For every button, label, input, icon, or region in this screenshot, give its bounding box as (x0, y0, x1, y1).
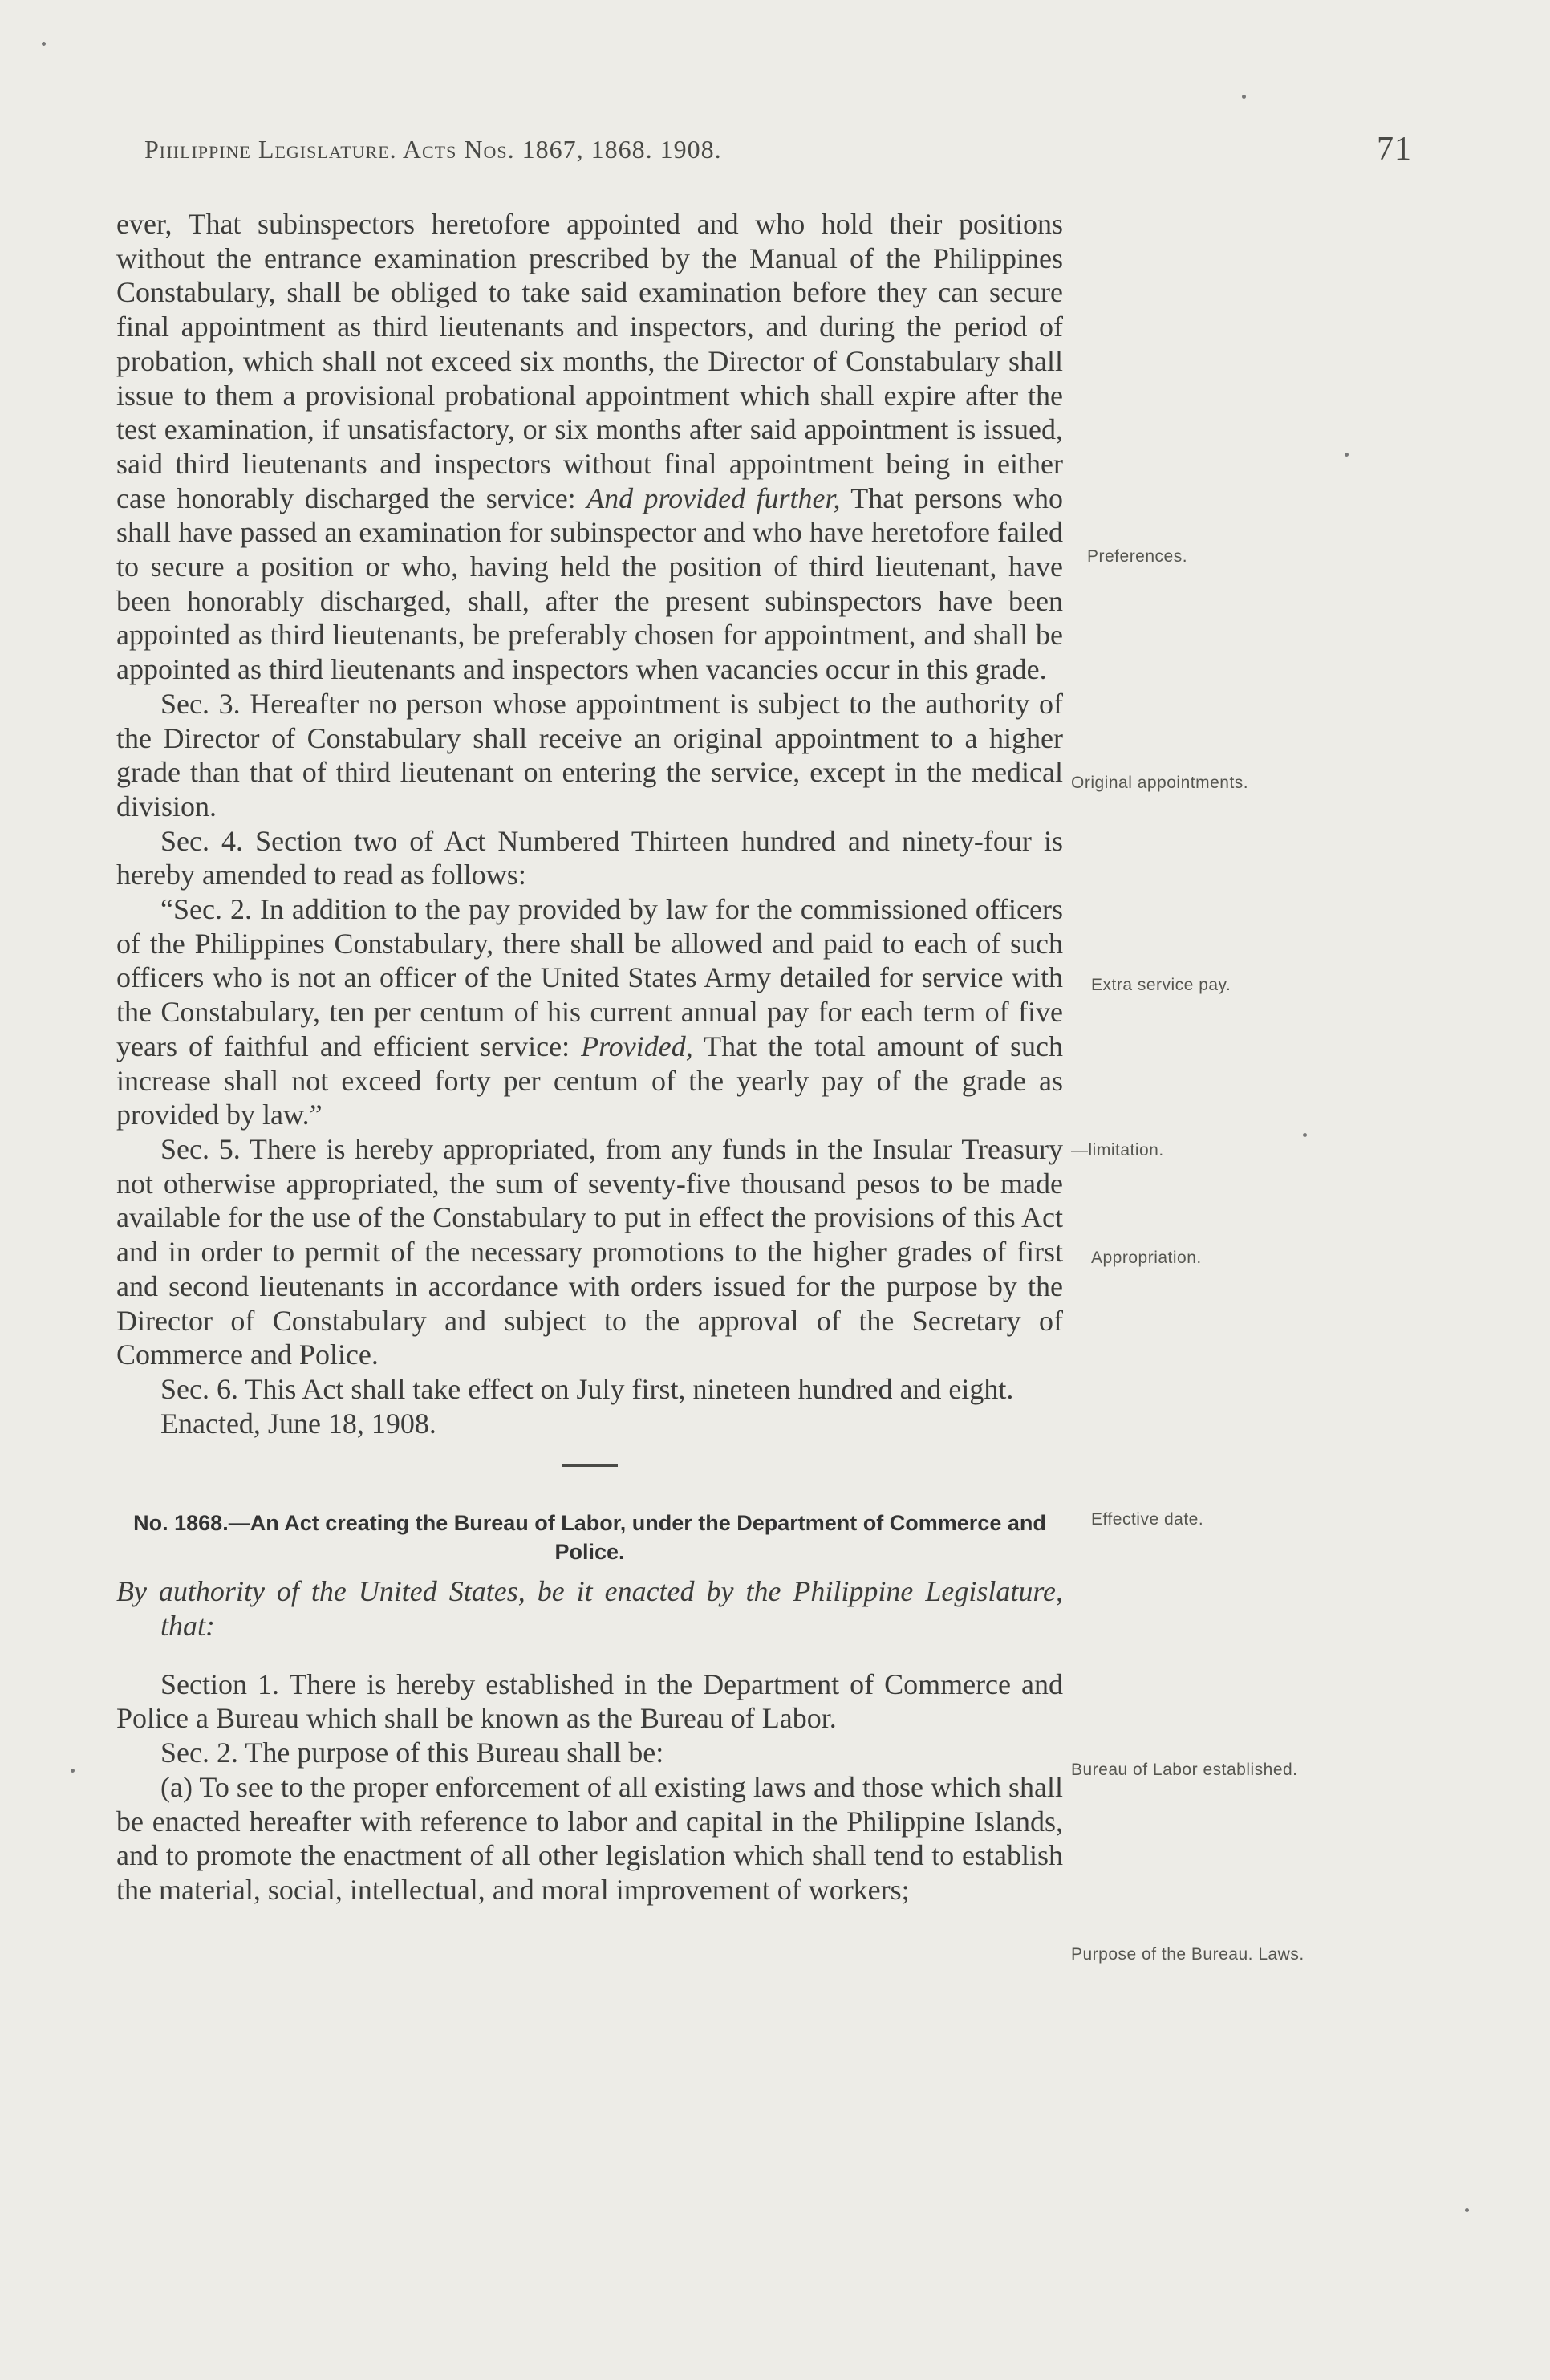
separator-rule (562, 1464, 618, 1467)
margin-note-effective-date: Effective date. (1091, 1510, 1204, 1529)
section-2-paragraph: Sec. 2. The purpose of this Bureau shall be: (160, 1736, 664, 1769)
section-3-paragraph: Sec. 3. Hereafter no person whose appointment is subject to the authority of the Director of Constabulary shall receive an original appointment to a higher grade than that of third lieutenant on entering the service, except in the medical division. (116, 687, 1063, 822)
enacting-clause: By authority of the United States, be it enacted by the Philippine Legislature, that: (116, 1575, 1063, 1643)
paper-speck (42, 42, 46, 46)
enacted-date: Enacted, June 18, 1908. (160, 1407, 436, 1440)
margin-note-limitation: —limitation. (1071, 1141, 1164, 1160)
paragraph: ever, That subinspectors heretofore appointed and who hold their positions without the entrance examination prescribed by the Manual of the Philippines Constabulary, shall be obliged to take said examination before they can secure final appointment as third lieutenants and inspectors, and during the period of probation, which shall not exceed six months, the Director of Constabulary shall issue to them a provisional probational appointment which shall expire after the test examination, if unsatisfactory, or six months after said appointment is issued, said third lieutenants and inspectors without final appointment being in either case honorably discharged the service: And provided further, That persons who shall have passed an examination for subinspector and who have heretofore failed to secure a position or who, having held the position of third lieutenant, have been honorably discharged, shall, after the present subinspectors have been appointed as third lieutenants, be preferably chosen for appointment, and shall be appointed as third lieutenants and inspectors when vacancies occur in this grade. (116, 208, 1063, 686)
paper-speck (1465, 2208, 1469, 2212)
margin-note-preferences: Preferences. (1087, 547, 1188, 566)
margin-note-original-appointments: Original appointments. (1071, 774, 1249, 792)
act-title: No. 1868.—An Act creating the Bureau of Labor, under the Department of Commerce and Police. (133, 1511, 1046, 1565)
clause-a-paragraph: (a) To see to the proper enforcement of all existing laws and those which shall be enacted hereafter with reference to labor and capital in the Philippine Islands, and to promote the enactment of all other legislation which shall tend to establish the material, social, intellectual, and moral improvement of workers; (116, 1770, 1063, 1906)
margin-note-bureau-established: Bureau of Labor established. (1071, 1761, 1298, 1779)
section-6-paragraph: Sec. 6. This Act shall take effect on July first, nineteen hundred and eight. (160, 1372, 1014, 1405)
paper-speck (1345, 453, 1349, 457)
page-header (144, 127, 1412, 175)
section-4-paragraph: Sec. 4. Section two of Act Numbered Thirteen hundred and ninety-four is hereby amended to read as follows: (116, 824, 1063, 891)
paper-speck (71, 1769, 75, 1773)
margin-note-appropriation: Appropriation. (1091, 1249, 1202, 1267)
paper-speck (1303, 1133, 1307, 1137)
margin-note-extra-service-pay: Extra service pay. (1091, 976, 1231, 994)
amended-section-paragraph: “Sec. 2. In addition to the pay provided by law for the commissioned officers of the Philippines Constabulary, there shall be allowed and paid to each of such officers who is not an officer of the United States Army detailed for service with the Constabulary, ten per centum of his current annual pay for each term of five years of faithful and efficient service: Provided, That the total amount of such increase shall not exceed forty per centum of the yearly pay of the grade as provided by law.” (116, 893, 1064, 1131)
running-title: Philippine Legislature. Acts Nos. 1867, 1868. 1908. (144, 135, 722, 164)
margin-note-purpose-of-bureau: Purpose of the Bureau. Laws. (1071, 1945, 1305, 1964)
paper-speck (1242, 95, 1246, 99)
body-text (116, 207, 1063, 1907)
section-1-paragraph: Section 1. There is hereby established in the Department of Commerce and Police a Bureau which shall be known as the Bureau of Labor. (116, 1667, 1063, 1735)
page-number: 71 (1377, 131, 1412, 168)
section-5-paragraph: Sec. 5. There is hereby appropriated, from any funds in the Insular Treasury not otherwise appropriated, the sum of seventy-five thousand pesos to be made available for the use of the Constabulary to put in effect the provisions of this Act and in order to permit of the necessary promotions to the higher grades of first and second lieutenants in accordance with orders issued for the purpose by the Director of Constabulary and subject to the approval of the Secretary of Commerce and Police. (116, 1132, 1063, 1371)
